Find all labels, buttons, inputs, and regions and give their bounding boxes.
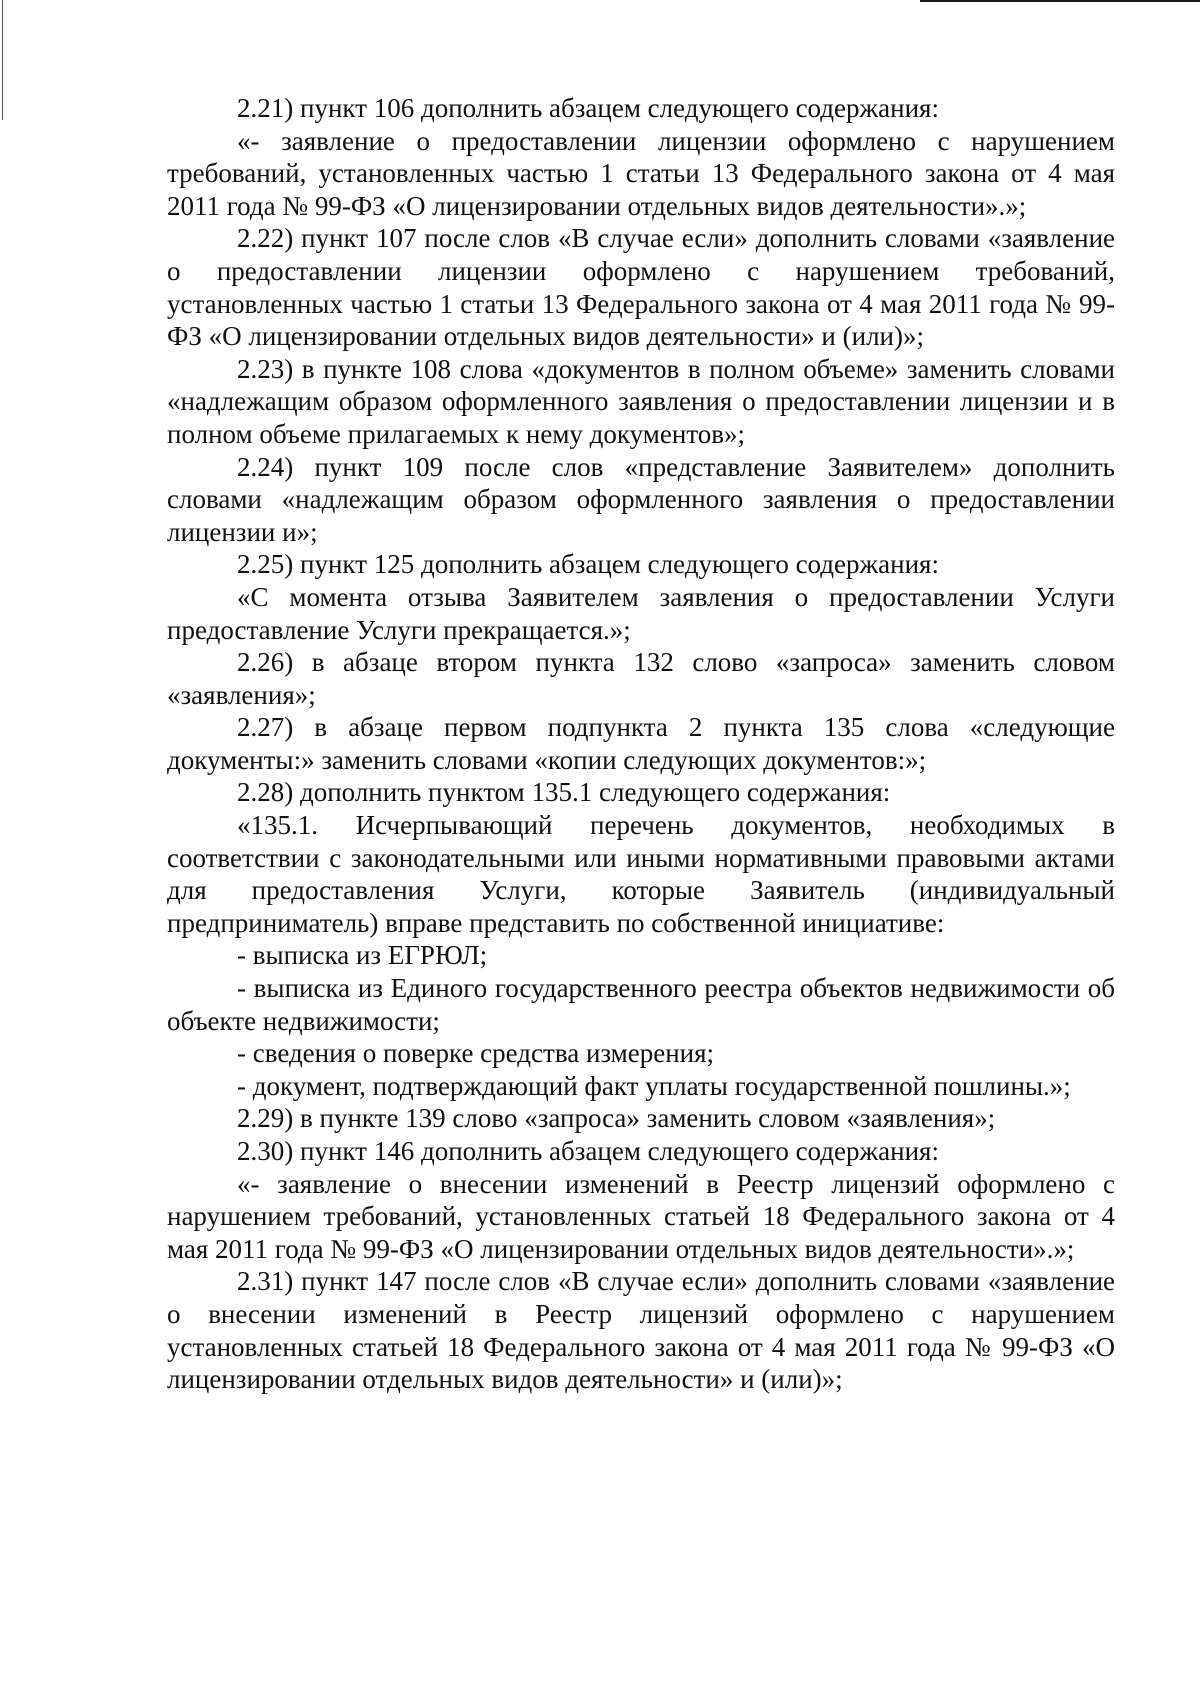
paragraph-2-28: 2.28) дополнить пунктом 135.1 следующего содержания: bbox=[237, 777, 891, 808]
paragraph-2-21: 2.21) пункт 106 дополнить абзацем следующего содержания: bbox=[237, 93, 939, 123]
scan-edge-left bbox=[2, 0, 3, 120]
paragraph-2-22: 2.22) пункт 107 после слов «В случае если» дополнить словами «заявление о предоставлении лицензии оформлено с нарушением требований, установленных частью 1 статьи 13 Федерального закона от 4 мая 2011 года № 99-ФЗ «О лицензировании отдельных видов деятельности» и (или)»; bbox=[167, 223, 1115, 352]
list-item-egrn: - выписка из Единого государственного реестра объектов недвижимости об объекте недвижимости; bbox=[167, 973, 1115, 1036]
paragraph-2-25-text: «С момента отзыва Заявителем заявления о предоставлении Услуги предоставление Услуги прекращается.»; bbox=[167, 581, 1115, 645]
list-item-verification: - сведения о поверке средства измерения; bbox=[237, 1038, 715, 1069]
paragraph-2-24: 2.24) пункт 109 после слов «представление Заявителем» дополнить словами «надлежащим образом оформленного заявления о предоставлении лицензии и»; bbox=[167, 451, 1115, 547]
list-item-egrul: - выписка из ЕГРЮЛ; bbox=[237, 940, 488, 971]
paragraph-2-29: 2.29) в пункте 139 слово «запроса» заменить словом «заявления»; bbox=[237, 1103, 996, 1134]
paragraph-2-27: 2.27) в абзаце первом подпункта 2 пункта 135 слова «следующие документы:» заменить словами «копии следующих документов:»; bbox=[167, 712, 1115, 775]
paragraph-135-1: «135.1. Исчерпывающий перечень документов, необходимых в соответствии с законодательными или иными нормативными правовыми актами для предоставления Услуги, которые Заявитель (индивидуальный предприниматель) вправе представить по собственной инициативе: bbox=[167, 810, 1115, 938]
paragraph-2-25: 2.25) пункт 125 дополнить абзацем следующего содержания: bbox=[237, 549, 939, 580]
document-page bbox=[167, 92, 1115, 1396]
paragraph-2-30: 2.30) пункт 146 дополнить абзацем следующего содержания: bbox=[237, 1136, 939, 1166]
paragraph-2-26: 2.26) в абзаце втором пункта 132 слово «запроса» заменить словом «заявления»; bbox=[167, 647, 1115, 710]
paragraph-2-23: 2.23) в пункте 108 слова «документов в полном объеме» заменить словами «надлежащим образом оформленного заявления о предоставлении лицензии и в полном объеме прилагаемых к нему документов»; bbox=[167, 353, 1115, 449]
paragraph-2-31: 2.31) пункт 147 после слов «В случае если» дополнить словами «заявление о внесении изменений в Реестр лицензий оформлено с нарушением установленных статьей 18 Федерального закона от 4 мая 2011 года № 99-ФЗ «О лицензировании отдельных видов деятельности» и (или)»; bbox=[167, 1266, 1115, 1395]
paragraph-2-30-text: «- заявление о внесении изменений в Реестр лицензий оформлено с нарушением требований, установленных статьей 18 Федерального закона от 4 мая 2011 года № 99-ФЗ «О лицензировании отдельных видов деятельности».»; bbox=[167, 1168, 1115, 1264]
paragraph-2-21-text: «- заявление о предоставлении лицензии оформлено с нарушением требований, установленных частью 1 статьи 13 Федерального закона от 4 мая 2011 года № 99-ФЗ «О лицензировании отдельных видов деятельности».»; bbox=[167, 125, 1115, 221]
list-item-fee-document: - документ, подтверждающий факт уплаты государственной пошлины.»; bbox=[237, 1070, 1071, 1101]
scan-edge-top bbox=[920, 0, 1200, 2]
